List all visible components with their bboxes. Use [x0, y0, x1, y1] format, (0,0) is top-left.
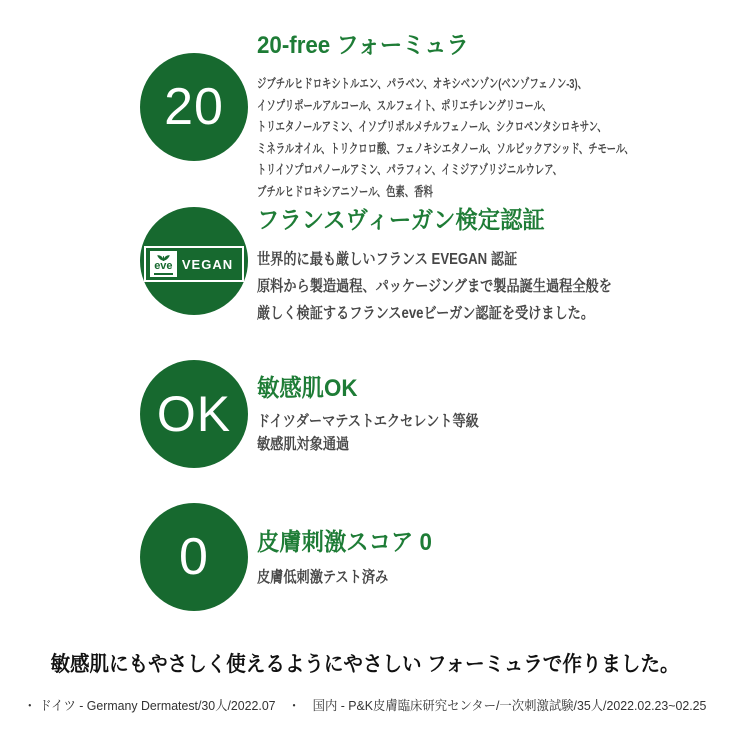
eve-logo-text: eve: [154, 261, 172, 275]
badge-vegan-circle: [140, 207, 255, 315]
badge-zero-text: 0: [179, 528, 209, 586]
ingredient-line: トリイソプロパノールアミン、パラフィン、イミジアゾリジニルウレア、: [257, 162, 563, 177]
badge-ok-text: OK: [156, 386, 232, 442]
ingredient-line: ミネラルオイル、トリクロロ酸、フェノキシエタノール、ソルビックアシッド、チモール、: [257, 140, 634, 156]
ingredient-line: ジブチルヒドロキシトルエン、パラベン、オキシベンゾン(ベンゾフェノン-3)、: [257, 76, 587, 91]
badge-20-text: 20: [164, 78, 224, 136]
body-line: 原料から製造過程、パッケージングまで製品誕生過程全般を: [257, 278, 612, 295]
body-line: ドイツダーマテストエクセレント等級: [257, 413, 479, 430]
badge-ok-circle: [140, 360, 248, 468]
ingredient-list: [257, 73, 717, 202]
section-vegan-title: フランスヴィーガン検定認証: [257, 207, 545, 234]
section-sensitive-skin-title: 敏感肌OK: [257, 375, 358, 402]
ingredient-line: ブチルヒドロキシアニソール、色素、香料: [257, 183, 433, 199]
body-line: 敏感肌対象通過: [257, 436, 350, 453]
section-sensitive-skin: [257, 374, 717, 456]
footer-test-note: ・ ドイツ - Germany Dermatest/30人/2022.07 ・ 国内 - P&K皮膚臨床研究センター/一次刺激試験/35人/2022.02.23~02.25: [23, 698, 707, 713]
body-line: 皮膚低刺激テスト済み: [257, 569, 389, 586]
body-line: 厳しく検証するフランスeveビーガン認証を受けました。: [257, 305, 594, 322]
badge-zero-circle: [140, 503, 248, 611]
footer-tagline: 敏感肌にもやさしく使えるようにやさしい フォーミュラで作りました。: [50, 653, 680, 676]
sensitive-skin-description: [257, 410, 717, 456]
section-vegan-certification: [257, 206, 717, 327]
vegan-description: [257, 246, 717, 327]
eve-vegan-logo: [144, 238, 255, 282]
badge-20-circle: [140, 53, 248, 161]
section-irritation-score: [257, 528, 717, 589]
body-line: 世界的に最も厳しいフランス EVEGAN 認証: [257, 251, 518, 268]
section-20-free: [257, 31, 717, 202]
registered-trademark-icon: ®: [246, 238, 255, 249]
section-irritation-score-title: 皮膚刺激スコア 0: [257, 529, 432, 556]
section-20-free-title: 20-free フォーミュラ: [257, 32, 469, 59]
ingredient-line: トリエタノールアミン、イソプリポルメチルフェノール、シクロペンタシロキサン、: [257, 119, 607, 134]
ingredient-line: イソプリポールアルコール、スルフェイト、ポリエチレングリコール、: [257, 97, 552, 113]
irritation-score-description: [257, 566, 717, 589]
eve-logo-box: [150, 251, 177, 277]
vegan-logo-text: VEGAN: [181, 256, 234, 272]
